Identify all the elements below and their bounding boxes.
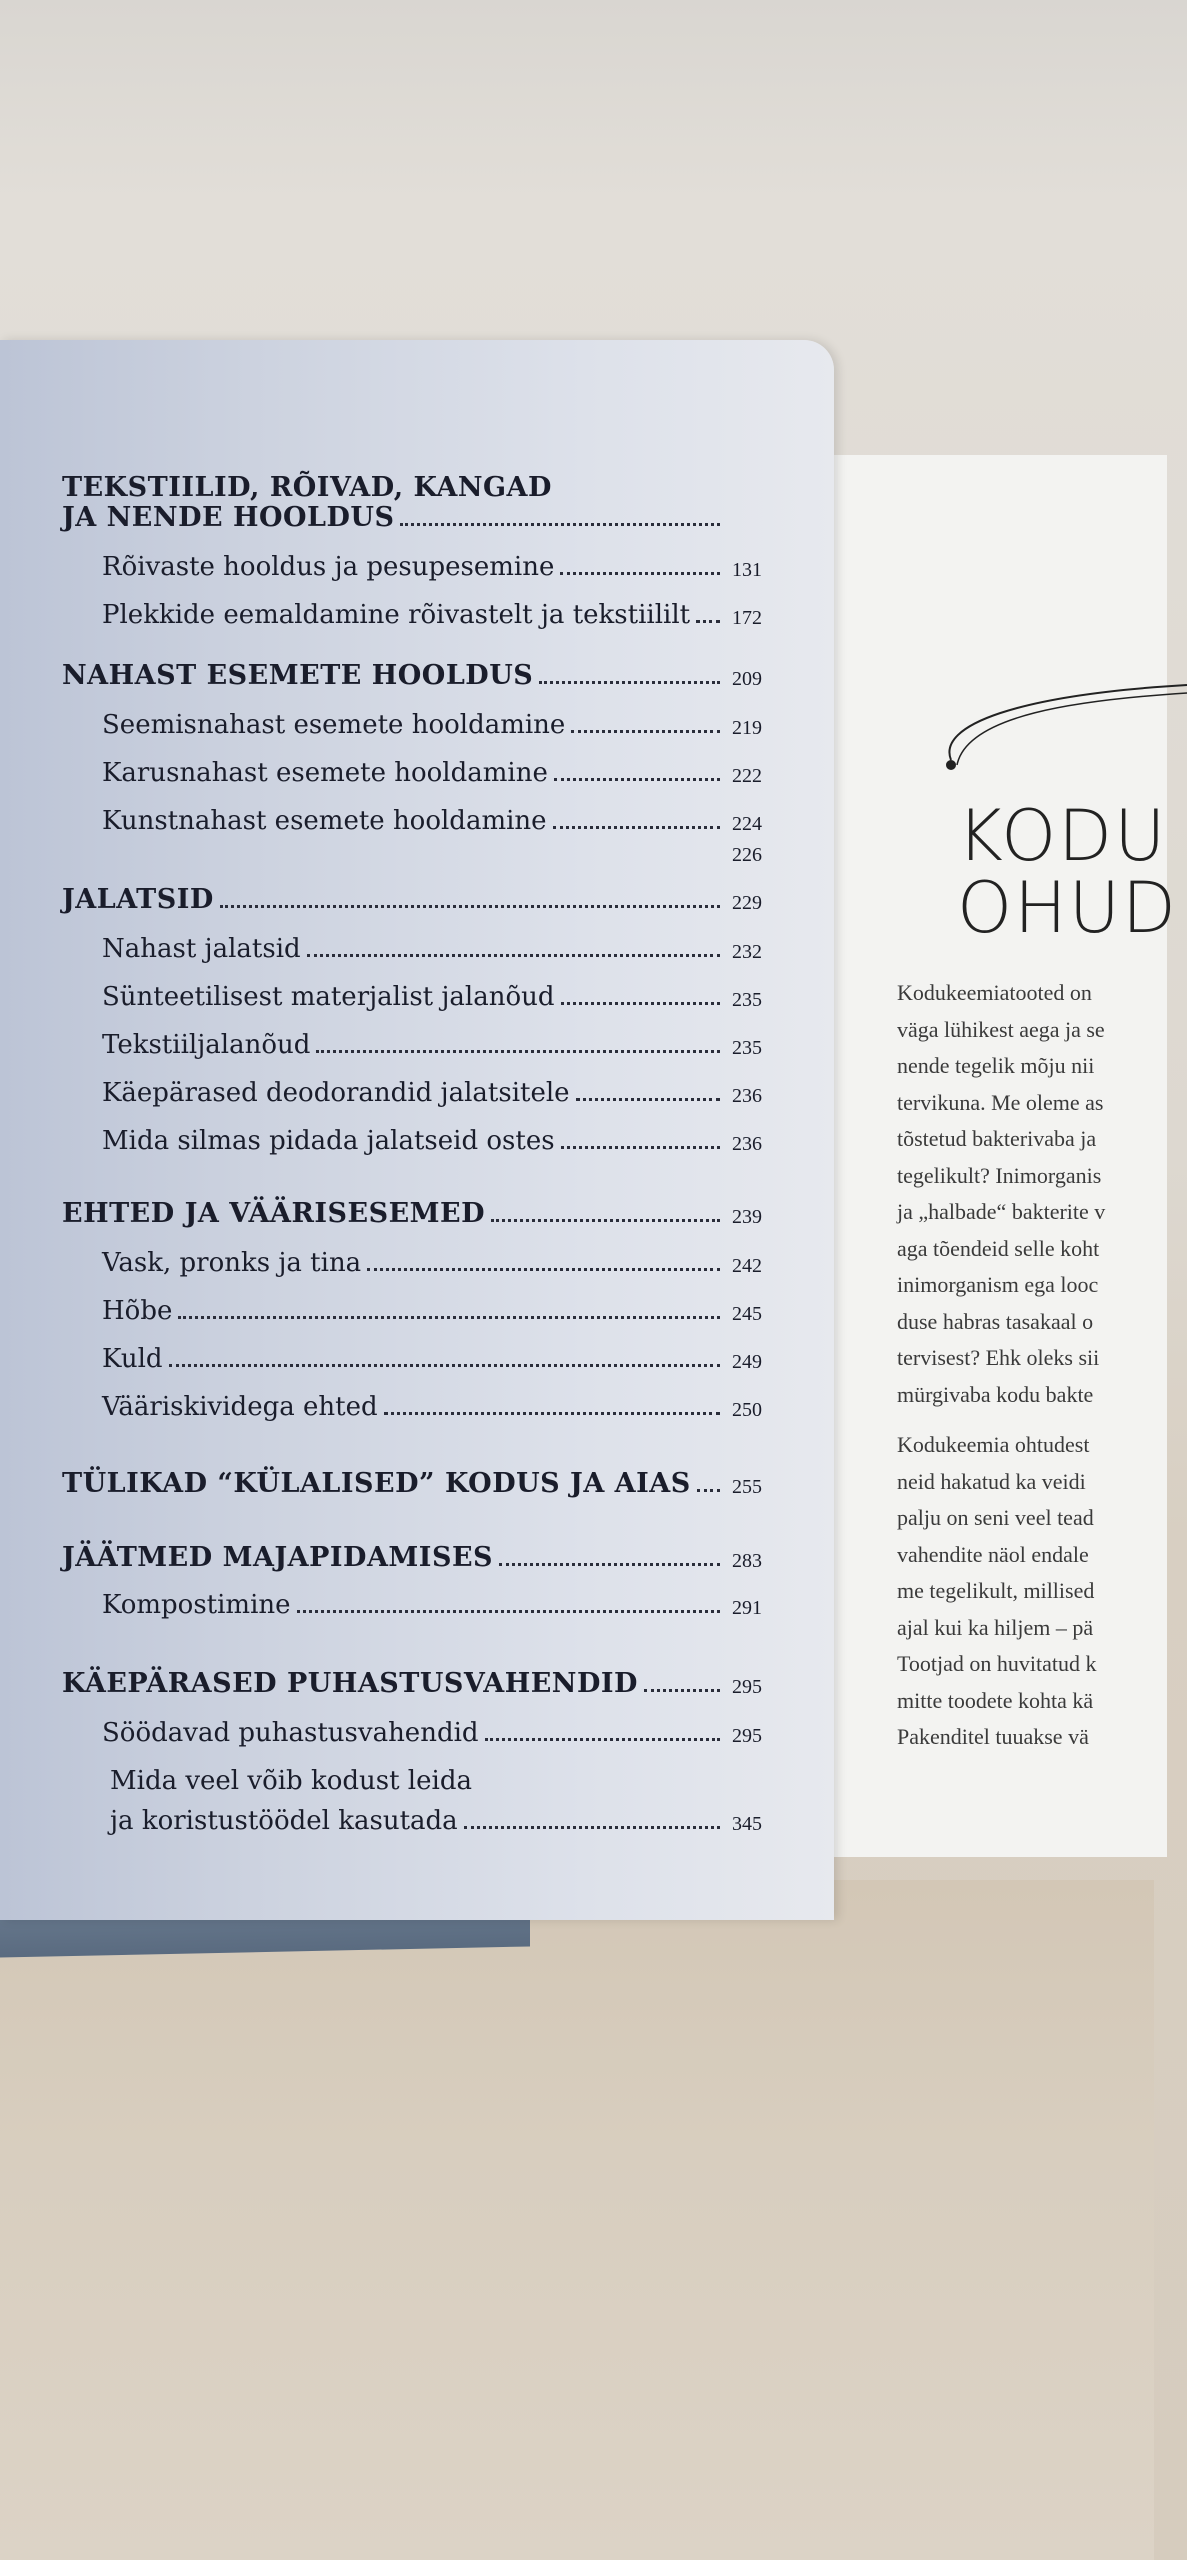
dot-leader — [297, 1610, 720, 1613]
dot-leader — [316, 1050, 720, 1053]
toc-subsection — [102, 552, 762, 582]
toc-subsection-title: Sünteetilisest materjalist jalanõud — [102, 982, 555, 1012]
dot-leader — [169, 1364, 720, 1367]
toc-subsection — [102, 1030, 762, 1060]
toc-subsection — [110, 1806, 762, 1836]
toc-subsection-title: Karusnahast esemete hooldamine — [102, 758, 548, 788]
toc-section-title: TEKSTIILID, RÕIVAD, KANGAD — [62, 472, 552, 503]
body-text-line: aga tõendeid selle koht — [897, 1235, 1100, 1261]
toc-section-title: EHTED JA VÄÄRISESEMED — [62, 1198, 486, 1229]
paragraph-2 — [897, 1427, 1167, 1756]
toc-subsection — [102, 934, 762, 964]
toc-section-title: KÄEPÄRASED PUHASTUSVAHENDID — [62, 1668, 638, 1699]
toc-subsection-title: Vääriskividega ehted — [102, 1392, 378, 1422]
dot-leader — [571, 730, 720, 733]
toc-page-number: 172 — [732, 607, 762, 629]
toc-subsection — [102, 1078, 762, 1108]
dot-leader — [576, 1098, 720, 1101]
toc-page-number: 245 — [732, 1303, 762, 1325]
toc-page-number: 345 — [732, 1813, 762, 1835]
dot-leader — [644, 1689, 720, 1692]
toc-page-number: 295 — [732, 1725, 762, 1747]
right-book-page — [806, 455, 1178, 1857]
dot-leader — [464, 1826, 720, 1829]
body-text-line: tõstetud bakterivaba ja — [897, 1126, 1097, 1151]
body-text-line: ajal kui ka hiljem – pä — [897, 1614, 1094, 1640]
toc-subsection-title: Hõbe — [102, 1296, 173, 1326]
dot-leader — [539, 681, 720, 684]
dot-leader — [561, 1002, 720, 1005]
toc-subsection-title: Tekstiiljalanõud — [102, 1030, 311, 1060]
toc-subsection-title: Söödavad puhastusvahendid — [102, 1718, 479, 1748]
toc-subsection — [102, 1248, 762, 1278]
toc-subsection — [102, 710, 762, 740]
toc-section — [62, 660, 762, 691]
body-text-line: me tegelikult, millised — [897, 1578, 1095, 1603]
toc-section-title: JÄÄTMED MAJAPIDAMISES — [62, 1542, 494, 1573]
toc-page-number: 283 — [732, 1550, 762, 1572]
chapter-title-line2: OHUD — [957, 867, 1178, 949]
chapter-body-text — [897, 975, 1167, 1770]
toc-page-number: 295 — [732, 1676, 762, 1698]
dot-leader — [491, 1219, 720, 1222]
toc-subsection — [102, 1718, 762, 1748]
toc-subsection-title: Seemisnahast esemete hooldamine — [102, 710, 566, 740]
toc-page-number: 239 — [732, 1206, 762, 1228]
toc-subsection — [102, 1126, 762, 1156]
toc-section — [62, 1198, 762, 1229]
toc-subsection-title: Kompostimine — [102, 1590, 291, 1620]
decorative-swirl-icon — [927, 665, 1187, 805]
toc-page-number: 236 — [732, 1085, 762, 1107]
body-text-line: Pakenditel tuuakse vä — [897, 1724, 1089, 1749]
toc-page-number: 291 — [732, 1597, 762, 1619]
body-text-line: nende tegelik mõju nii — [897, 1053, 1095, 1078]
dot-leader — [553, 826, 720, 829]
toc-subsection-title: Käepärased deodorandid jalatsitele — [102, 1078, 570, 1108]
toc-subsection — [102, 600, 762, 630]
toc-page-number: 235 — [732, 989, 762, 1011]
left-book-page — [0, 340, 834, 1920]
toc-subsection — [110, 1766, 762, 1796]
toc-page-number: 229 — [732, 892, 762, 914]
dot-leader — [384, 1412, 720, 1415]
body-text-line: väga lühikest aega ja se — [897, 1016, 1105, 1042]
toc-subsection — [102, 1590, 762, 1620]
chapter-title-line1: KODU — [957, 795, 1168, 877]
toc-section — [62, 502, 762, 533]
toc-page-number: 255 — [732, 1476, 762, 1498]
toc-page-number: 242 — [732, 1255, 762, 1277]
toc-subsection — [102, 844, 762, 867]
body-text-line: Tootjad on huvitatud k — [897, 1651, 1097, 1676]
body-text-line: Kodukeemiatooted on — [897, 980, 1092, 1005]
toc-subsection-title: Kunstnahast esemete hooldamine — [102, 806, 547, 836]
toc-section-title: TÜLIKAD “KÜLALISED” KODUS JA AIAS — [62, 1468, 691, 1499]
toc-section-title: NAHAST ESEMETE HOOLDUS — [62, 660, 534, 691]
body-text-line: tegelikult? Inimorganis — [897, 1162, 1102, 1188]
toc-page-number: 250 — [732, 1399, 762, 1421]
toc-section-title: JA NENDE HOOLDUS — [62, 502, 395, 533]
body-text-line: mitte toodete kohta kä — [897, 1687, 1094, 1713]
dot-leader — [697, 1489, 720, 1492]
paragraph-1 — [897, 975, 1167, 1413]
toc-subsection-title: Mida silmas pidada jalatseid ostes — [102, 1126, 555, 1156]
toc-page-number: 224 — [732, 813, 762, 835]
toc-subsection-title: Mida veel võib kodust leida — [110, 1766, 472, 1796]
toc-page-number: 226 — [732, 844, 762, 866]
toc-page-number: 236 — [732, 1133, 762, 1155]
toc-subsection-title: Plekkide eemaldamine rõivastelt ja tekstiililt — [102, 600, 691, 630]
toc-page-number: 209 — [732, 668, 762, 690]
toc-subsection-title: ja koristustöödel kasutada — [110, 1806, 458, 1836]
body-text-line: vahendite näol endale — [897, 1541, 1089, 1567]
dot-leader — [400, 523, 720, 526]
body-text-line: inimorganism ega looc — [897, 1272, 1099, 1297]
body-text-line: mürgivaba kodu bakte — [897, 1381, 1094, 1407]
table-surface — [0, 1880, 1154, 2560]
body-text-line: palju on seni veel tead — [897, 1505, 1094, 1530]
toc-section — [62, 884, 762, 915]
chapter-title — [957, 795, 1178, 949]
dot-leader — [307, 954, 720, 957]
toc-subsection-title: Kuld — [102, 1344, 163, 1374]
toc-section — [62, 1668, 762, 1699]
toc-section-title: JALATSID — [62, 884, 214, 915]
toc-section — [62, 1468, 762, 1499]
body-text-line: neid hakatud ka veidi — [897, 1468, 1086, 1494]
toc-page-number: 249 — [732, 1351, 762, 1373]
dot-leader — [220, 905, 720, 908]
toc-subsection-title: Rõivaste hooldus ja pesupesemine — [102, 552, 555, 582]
dot-leader — [554, 778, 720, 781]
body-text-line: Kodukeemia ohtudest — [897, 1432, 1090, 1457]
body-text-line: ja „halbade“ bakterite v — [897, 1199, 1106, 1224]
dot-leader — [485, 1738, 720, 1741]
body-text-line: duse habras tasakaal o — [897, 1308, 1094, 1334]
dot-leader — [178, 1316, 720, 1319]
toc-subsection — [102, 982, 762, 1012]
toc-subsection — [102, 806, 762, 836]
dot-leader — [696, 620, 720, 623]
toc-page-number: 219 — [732, 717, 762, 739]
dot-leader — [560, 572, 720, 575]
body-text-line: tervikuna. Me oleme as — [897, 1089, 1104, 1115]
toc-subsection-title: Vask, pronks ja tina — [102, 1248, 362, 1278]
toc-subsection — [102, 1344, 762, 1374]
toc-subsection — [102, 1392, 762, 1422]
toc-page-number: 232 — [732, 941, 762, 963]
toc-subsection — [102, 1296, 762, 1326]
toc-section — [62, 1542, 762, 1573]
toc-page-number: 235 — [732, 1037, 762, 1059]
toc-page-number: 131 — [732, 559, 762, 581]
toc-subsection — [102, 758, 762, 788]
dot-leader — [367, 1268, 720, 1271]
dot-leader — [561, 1146, 720, 1149]
body-text-line: tervisest? Ehk oleks sii — [897, 1345, 1100, 1370]
toc-subsection-title: Nahast jalatsid — [102, 934, 301, 964]
toc-page-number: 222 — [732, 765, 762, 787]
dot-leader — [499, 1563, 720, 1566]
